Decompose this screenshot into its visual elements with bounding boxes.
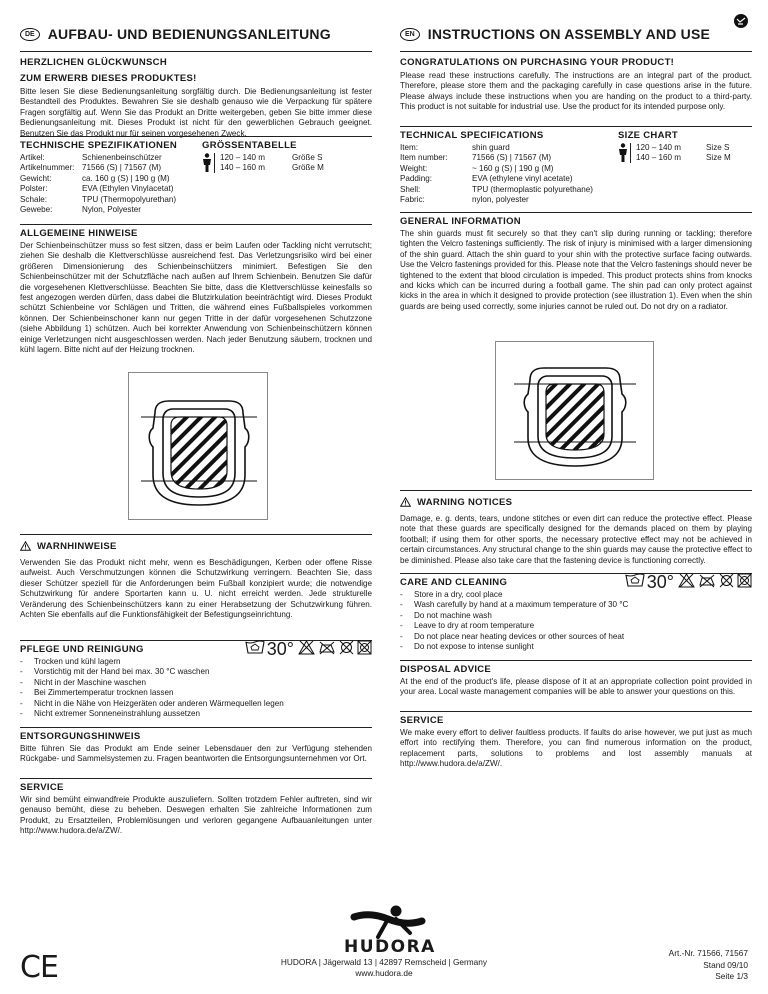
de-language-badge: DE: [20, 28, 40, 41]
de-warning-text: Verwenden Sie das Produkt nicht mehr, wenn es Beschädigungen, Kerben oder offene Risse aufweist. Auch Verschmutzungen können die Schutzwirkung verringern. Beachten Sie, dass dieser Schützer speziell für die Anforderungen beim Fußball konzipiert wurde; die notwendige Schutzwirkung für andere Sportarten kann u. U. nicht erreicht werden. Jede strukturelle Veränderung des Schienbeinschützers kann zu einer Herabsetzung der Schutzwirkung führen. Achten Sie ebenfalls auf die Funktionsfähigkeit der Befestigungseinrichtung.: [20, 558, 372, 620]
spec-key: Artikelnummer:: [20, 163, 75, 173]
list-item: - Nicht in der Maschine waschen: [20, 678, 372, 688]
en-intro-text: Please read these instructions carefully. The instructions are an integral part of the product. Therefore, please store them and the packaging carefully in case questions arise in the future. Please always include these instructions when you are handing on the product to a third-party. This product is not suitable for industrial use. Use the product for its intended purpose only.: [400, 71, 752, 112]
de-service-section: [20, 778, 372, 837]
spec-value: Nylon, Polyester: [82, 205, 141, 215]
de-title: AUFBAU- UND BEDIENUNGSANLEITUNG: [47, 26, 331, 42]
en-service-text: We make every effort to deliver faultless products. If faults do arise however, we put just as much effort into rectifying them. Therefore, you can find numerous information on the product, replacement parts, solutions to problems and lost assembly manuals at http://www.hudora.de/a/ZW/.: [400, 728, 752, 769]
spec-value: Schienenbeinschützer: [82, 153, 162, 162]
table-row: [20, 163, 196, 173]
no-dry-clean-icon: [719, 573, 734, 593]
en-spec-table: [400, 143, 618, 205]
spec-value: TPU (Thermopolyurethan): [82, 194, 177, 204]
size-range: 120 – 140 m: [220, 153, 265, 162]
de-congrats-line1: HERZLICHEN GLÜCKWUNSCH: [20, 57, 167, 68]
en-size-title: SIZE CHART: [618, 130, 678, 141]
de-spec-title: TECHNISCHE SPEZIFIKATIONEN: [20, 140, 177, 151]
en-header: [400, 22, 752, 46]
spec-key: Shell:: [400, 184, 421, 194]
size-label: Größe S: [292, 153, 323, 162]
en-title-rule: [400, 51, 752, 52]
english-column: [400, 0, 752, 994]
spec-key: Weight:: [400, 163, 428, 173]
en-disposal-section: [400, 660, 752, 698]
spec-key: Gewicht:: [20, 173, 52, 183]
en-service-title: SERVICE: [400, 715, 444, 726]
en-care-section: [400, 573, 752, 652]
en-spec-section: [400, 126, 752, 205]
no-tumble-dry-icon: [737, 573, 752, 593]
table-row: [20, 205, 196, 215]
web-link[interactable]: www.hudora.de: [355, 968, 413, 978]
no-bleach-icon: [298, 640, 315, 660]
en-warning-header: [400, 491, 752, 512]
spec-key: Polster:: [20, 184, 48, 194]
spec-key: Fabric:: [400, 195, 425, 205]
en-warning-title: WARNING NOTICES: [417, 496, 513, 508]
de-size-title: GRÖSSENTABELLE: [202, 140, 297, 151]
size-label: Size M: [706, 153, 731, 163]
person-icon: [202, 153, 212, 176]
table-row: [400, 153, 618, 163]
de-title-rule: [20, 51, 372, 52]
de-disposal-section: [20, 727, 372, 765]
spec-key: Item number:: [400, 153, 448, 163]
en-spec-title: TECHNICAL SPECIFICATIONS: [400, 130, 544, 141]
en-general-text: The shin guards must fit securely so that they can't slip during running or tackling; therefore tighten the Velcro fastenings sufficiently. The risk of injury is minimised with a larger dimensioning of the shin guard. Attach the shin guard to your shin with the protective surface facing outwards. Use the Velcro fastenings provided for this. Please note that the Velcro fastenings should never be tightened to the extent that blood circulation is impeded. This product protects shins from knocks and kicks which can be incurred during a football game. The shin pad can only protect against kicks in the area in which it designed to provide protection (see illustration 1). Even when the shin guards are being used correctly, some injuries cannot be ruled out. Do not dry on a radiator.: [400, 229, 752, 311]
de-congrats-line2: ZUM ERWERB DIESES PRODUKTES!: [20, 73, 197, 84]
list-item: - Store in a dry, cool place: [400, 590, 752, 600]
hand-wash-icon: [245, 639, 265, 660]
en-warning-text: Damage, e. g. dents, tears, undone stitches or even dirt can reduce the protective effect. Please note that these guards are specifically designed for the demands placed on them by playing football; if using them for other sports, the necessary protective effect may not be achieved in certain circumstances. Any structural change to the shin guards may cause the protective effect to be diminished. Please also take care that the fastening device is functioning correctly.: [400, 514, 752, 565]
de-spec-section: [20, 136, 372, 215]
en-congrats-section: [400, 54, 752, 113]
list-item: - Do not place near heating devices or other sources of heat: [400, 632, 752, 642]
list-item: - Do not expose to intense sunlight: [400, 642, 752, 652]
no-dry-clean-icon: [339, 640, 354, 660]
en-service-section: [400, 711, 752, 770]
size-range: 140 – 160 m: [220, 163, 265, 173]
table-row: [400, 185, 618, 195]
en-general-section: [400, 212, 752, 312]
en-disposal-text: At the end of the product's life, please dispose of it at an appropriate collection point provided in your area. Local waste management companies will be able to answer your questions on this.: [400, 677, 752, 697]
hudora-logo: [318, 903, 450, 960]
de-header: [20, 22, 372, 46]
no-tumble-dry-icon: [357, 640, 372, 660]
table-row: [400, 143, 618, 153]
de-intro-text: Bitte lesen Sie diese Bedienungsanleitung sorgfältig durch. Die Bedienungsanleitung ist fester Bestandteil des Produktes. Bewahren Sie sie deshalb genauso wie die Verpackung für spätere Fragen sorgfältig auf. Wenn Sie das Produkt an Dritte weitergeben, geben Sie bitte immer diese Bedienungsanleitung mit. Dieses Produkt ist nicht für den gewerblichen Gebrauch geeignet. Benutzen Sie das Produkt nur für seinen vorgesehenen Zweck.: [20, 87, 372, 138]
de-disposal-text: Bitte führen Sie das Produkt am Ende seiner Lebensdauer den zur Verfügung stehenden Rückgabe- und Sammelsystemen zu. Fragen beantworten die Entsorgungsunternehmen vor Ort.: [20, 744, 372, 764]
document-date: Stand 09/10: [703, 959, 748, 970]
de-general-text: Der Schienbeinschützer muss so fest sitzen, dass er beim Laufen oder Tackling nicht verrutscht; ziehen Sie deshalb die Klettverschlüsse ausreichend fest. Das Verletzungsrisiko wird bei einer größeren Dimensionierung des Schienbeinschützers minimiert. Befestigen Sie den Schienbeinschützer mit der Schutzfläche nach außen auf Ihrem Schienbein. Benutzen Sie dafür die vorgesehenen Klettverschlüsse. Beachten Sie bitte, dass die Klettverschlüsse keinesfalls so fest angezogen werden dürfen, dass dabei die Blutzirkulation beeinträchtigt wird. Dieses Produkt schützt Schienbeine vor Schlägen und Tritten, die während eines Fußballspieles vorkommen können. Der Schienbeinschoner kann nur gegen Tritte in der dafür vorgesehenen Schutzzone (siehe Abbildung 1) schützen. Auch bei korrekter Anwendung von Schienbeinschützern können einige Verletzungen nicht ausgeschlossen werden. Nach jeder Benutzung säubern, trocknen und kühl lagern. Bitte nicht auf der Heizung trocknen.: [20, 241, 372, 355]
en-warning-section: [400, 490, 752, 566]
size-range: 120 – 140 m: [636, 143, 681, 152]
de-general-section: [20, 224, 372, 355]
list-item: - Wash carefully by hand at a maximum temperature of 30 °C: [400, 600, 752, 610]
table-row: [400, 164, 618, 174]
de-care-section: [20, 640, 372, 719]
german-column: [20, 0, 372, 994]
de-warning-section: [20, 534, 372, 620]
de-care-title: PFLEGE UND REINIGUNG: [20, 644, 144, 655]
en-general-title: GENERAL INFORMATION: [400, 216, 521, 227]
page-number: Seite 1/3: [715, 971, 748, 981]
footer-address: [0, 957, 768, 979]
warning-triangle-icon: [400, 494, 411, 512]
spec-value: 71566 (S) | 71567 (M): [82, 163, 162, 173]
de-service-text: Wir sind bemüht einwandfreie Produkte auszuliefern. Sollten trotzdem Fehler auftreten, sind wir genauso bemüht, diese zu beheben. Deswegen erhalten Sie zahlreiche Informationen zum Produkt, zu Ersatzteilen, Problemlösungen und verloren gegangene Aufbauanleitungen unter http://www.hudora.de/a/ZW/.: [20, 795, 372, 836]
spec-key: Padding:: [400, 174, 432, 184]
ce-mark-text: CE: [20, 950, 58, 985]
footer-meta: [669, 948, 748, 983]
de-disposal-title: ENTSORGUNGSHINWEIS: [20, 731, 141, 742]
brand-name: HUDORA: [344, 937, 436, 957]
list-item: - Nicht extremer Sonneneinstrahlung aussetzen: [20, 709, 372, 719]
table-row: [400, 174, 618, 184]
size-label: Größe M: [292, 163, 324, 173]
en-congrats: CONGRATULATIONS ON PURCHASING YOUR PRODUCT!: [400, 57, 675, 68]
en-shin-guard-diagram: [495, 341, 654, 480]
en-size-table: [618, 143, 752, 166]
de-care-list: [20, 657, 372, 719]
list-item: - Nicht in die Nähe von Heizgeräten oder anderen Wärmequellen legen: [20, 699, 372, 709]
table-row: [20, 153, 196, 163]
table-row: [400, 195, 618, 205]
spec-value: nylon, polyester: [472, 195, 529, 205]
spec-key: Gewebe:: [20, 205, 53, 215]
spec-key: Schale:: [20, 194, 47, 204]
en-language-badge: EN: [400, 28, 420, 41]
article-number: Art.-Nr. 71566, 71567: [668, 948, 748, 958]
list-item: - Trocken und kühl lagern: [20, 657, 372, 667]
address-line: HUDORA | Jägerwald 13 | 42897 Remscheid | Germany: [280, 957, 488, 967]
person-icon: [618, 143, 628, 166]
spec-value: TPU (thermoplastic polyurethane): [472, 184, 594, 194]
spec-value: 71566 (S) | 71567 (M): [472, 153, 552, 163]
de-care-symbols: [245, 639, 372, 660]
table-row: [20, 184, 196, 194]
en-care-title: CARE AND CLEANING: [400, 577, 508, 588]
de-spec-table: [20, 153, 196, 215]
list-item: - Vorstichtig mit der Hand bei max. 30 °C waschen: [20, 667, 372, 677]
de-general-title: ALLGEMEINE HINWEISE: [20, 228, 138, 239]
en-care-symbols: [625, 572, 752, 593]
spec-key: Item:: [400, 143, 418, 152]
spec-value: ~ 160 g (S) | 190 g (M): [472, 163, 554, 173]
de-warning-title: WARNHINWEISE: [37, 540, 117, 552]
size-divider: [630, 143, 631, 163]
no-iron-icon: [318, 640, 336, 660]
size-label: Size S: [706, 143, 730, 152]
no-bleach-icon: [678, 573, 695, 593]
warning-triangle-icon: [20, 538, 31, 556]
list-item: - Bei Zimmertemperatur trocknen lassen: [20, 688, 372, 698]
hand-wash-icon: [625, 572, 645, 593]
de-size-table: [202, 153, 372, 176]
de-congrats-section: [20, 54, 372, 139]
size-range: 140 – 160 m: [636, 153, 681, 163]
en-care-temp: 30°: [646, 572, 674, 592]
no-iron-icon: [698, 573, 716, 593]
size-divider: [214, 153, 215, 173]
list-item: - Leave to dry at room temperature: [400, 621, 752, 631]
spec-value: ca. 160 g (S) | 190 g (M): [82, 173, 170, 183]
en-care-list: [400, 590, 752, 652]
list-item: - Do not machine wash: [400, 611, 752, 621]
de-care-temp: 30°: [266, 639, 294, 659]
de-warning-header: [20, 535, 372, 556]
table-row: [20, 174, 196, 184]
spec-value: EVA (ethylene vinyl acetate): [472, 174, 573, 184]
table-row: [20, 195, 196, 205]
spec-value: shin guard: [472, 143, 510, 152]
de-service-title: SERVICE: [20, 782, 64, 793]
spec-value: EVA (Ethylen Vinylacetat): [82, 184, 174, 194]
de-shin-guard-diagram: [128, 372, 268, 520]
en-disposal-title: DISPOSAL ADVICE: [400, 664, 492, 675]
en-title: INSTRUCTIONS ON ASSEMBLY AND USE: [427, 26, 711, 42]
spec-key: Artikel:: [20, 153, 45, 162]
